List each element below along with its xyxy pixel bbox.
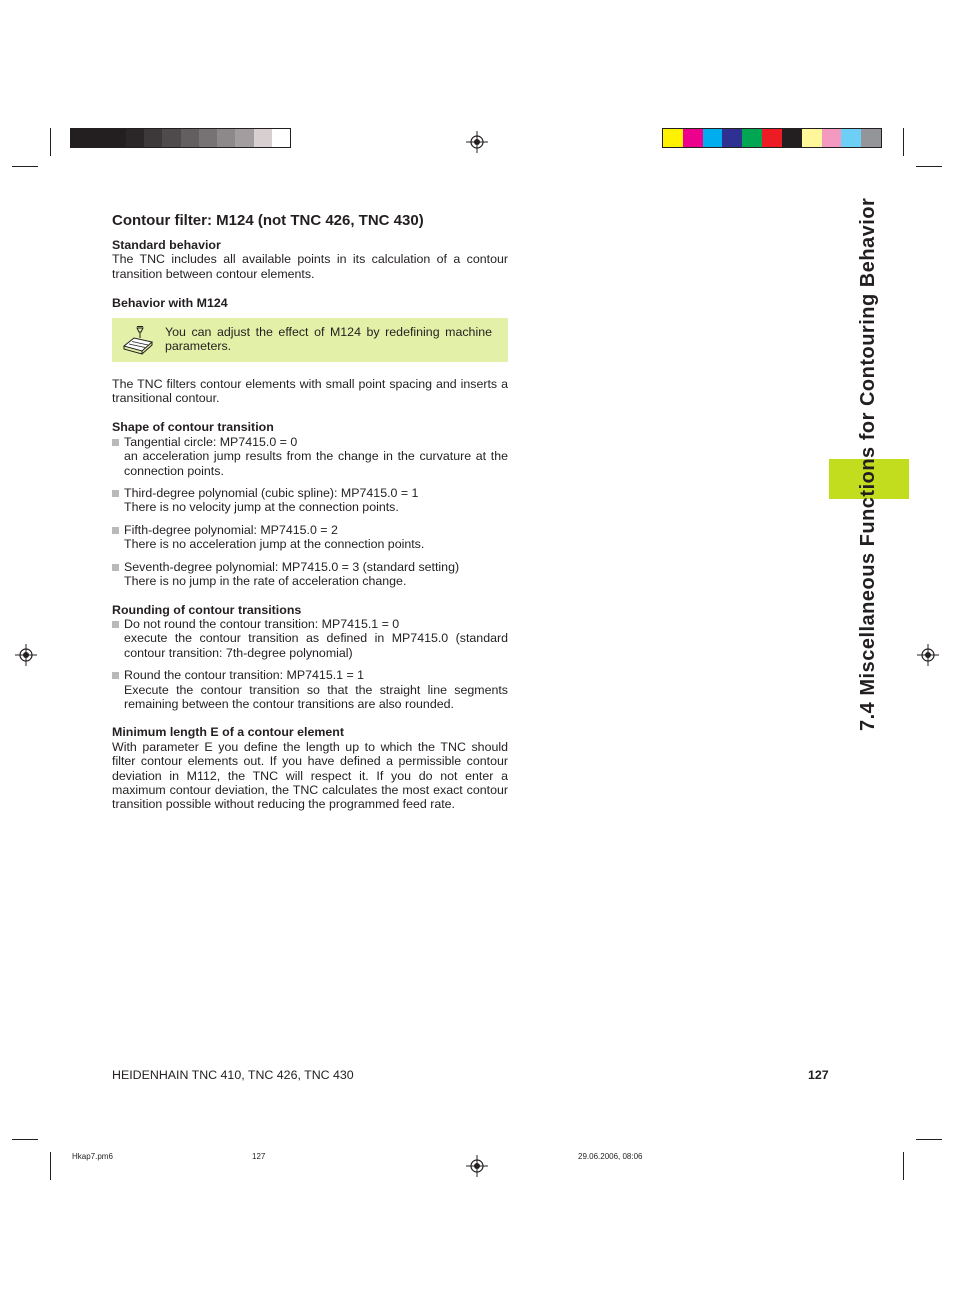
note-box bbox=[112, 318, 508, 362]
color-swatch bbox=[272, 129, 290, 147]
list-item-detail: execute the contour transition as defined in MP7415.0 (standard contour transition: 7th-degree polynomial) bbox=[124, 631, 508, 660]
color-swatch bbox=[235, 129, 253, 147]
color-swatch bbox=[683, 129, 703, 147]
crop-mark bbox=[903, 128, 904, 156]
list-item-main: Fifth-degree polynomial: MP7415.0 = 2 bbox=[124, 522, 338, 537]
list-item-detail: Execute the contour transition so that the straight line segments remaining between the contour transitions are also rounded. bbox=[124, 682, 508, 711]
color-swatch bbox=[861, 129, 881, 147]
list-item-main: Do not round the contour transition: MP7415.1 = 0 bbox=[124, 616, 400, 631]
list-item-main: Round the contour transition: MP7415.1 = 1 bbox=[124, 668, 365, 683]
behavior-m124-text: The TNC filters contour elements with small point spacing and inserts a transitional contour. bbox=[112, 376, 508, 406]
list-item bbox=[112, 486, 508, 515]
color-swatch-bar bbox=[662, 128, 882, 148]
section-title-standard-behavior: Standard behavior bbox=[112, 238, 221, 252]
color-swatch bbox=[199, 129, 217, 147]
crop-mark bbox=[12, 1139, 38, 1140]
bullet-square-icon bbox=[112, 621, 119, 628]
standard-behavior-text: The TNC includes all available points in its calculation of a contour transition between contour elements. bbox=[112, 252, 508, 281]
registration-mark-icon bbox=[466, 1155, 488, 1177]
list-item-detail: There is no jump in the rate of acceleration change. bbox=[124, 574, 407, 589]
crop-mark bbox=[903, 1152, 904, 1180]
color-swatch bbox=[663, 129, 683, 147]
slug-date: 29.06.2006, 08:06 bbox=[578, 1152, 643, 1161]
list-item bbox=[112, 617, 508, 660]
color-swatch bbox=[742, 129, 762, 147]
list-item-detail: an acceleration jump results from the change in the curvature at the connection points. bbox=[124, 449, 508, 478]
note-text: You can adjust the effect of M124 by redefining machine parameters. bbox=[165, 324, 492, 354]
section-title-rounding: Rounding of contour transitions bbox=[112, 602, 302, 617]
section-title-shape: Shape of contour transition bbox=[112, 420, 274, 435]
color-swatch bbox=[181, 129, 199, 147]
color-swatch bbox=[254, 129, 272, 147]
list-item bbox=[112, 560, 508, 589]
color-swatch bbox=[703, 129, 723, 147]
registration-mark-icon bbox=[466, 131, 488, 153]
bullet-square-icon bbox=[112, 490, 119, 497]
color-swatch bbox=[802, 129, 822, 147]
list-item bbox=[112, 435, 508, 478]
color-swatch bbox=[89, 129, 107, 147]
min-length-text: With parameter E you define the length up to which the TNC should filter contour elements out. If you have defined a permissible contour deviation in M112, the TNC will respect it. If you do not enter a maximum contour deviation, the TNC calculates the most exact contour transition possible without reducing the programmed feed rate. bbox=[112, 739, 508, 812]
list-item-detail: There is no velocity jump at the connection points. bbox=[124, 500, 399, 515]
registration-mark-icon bbox=[917, 644, 939, 666]
section-title-min-length: Minimum length E of a contour element bbox=[112, 725, 344, 740]
color-swatch bbox=[782, 129, 802, 147]
slug-file: Hkap7.pm6 bbox=[72, 1152, 113, 1161]
list-item-main: Tangential circle: MP7415.0 = 0 bbox=[124, 434, 298, 449]
color-swatch bbox=[126, 129, 144, 147]
list-item bbox=[112, 523, 508, 552]
color-swatch bbox=[162, 129, 180, 147]
crop-mark bbox=[12, 166, 38, 167]
chapter-side-title: 7.4 Miscellaneous Functions for Contouring Behavior bbox=[857, 197, 879, 731]
gray-swatch-bar bbox=[70, 128, 291, 148]
list-item-main: Seventh-degree polynomial: MP7415.0 = 3 (standard setting) bbox=[124, 559, 460, 574]
bullet-square-icon bbox=[112, 672, 119, 679]
bullet-square-icon bbox=[112, 439, 119, 446]
page-content bbox=[112, 212, 508, 812]
crop-mark bbox=[916, 166, 942, 167]
machine-parameter-icon bbox=[120, 325, 154, 355]
list-item bbox=[112, 668, 508, 711]
bullet-square-icon bbox=[112, 564, 119, 571]
color-swatch bbox=[108, 129, 126, 147]
color-swatch bbox=[722, 129, 742, 147]
crop-mark bbox=[50, 1152, 51, 1180]
page-number: 127 bbox=[808, 1068, 829, 1082]
color-swatch bbox=[762, 129, 782, 147]
crop-mark bbox=[916, 1139, 942, 1140]
color-swatch bbox=[71, 129, 89, 147]
crop-mark bbox=[50, 128, 51, 156]
page-heading: Contour filter: M124 (not TNC 426, TNC 430) bbox=[112, 212, 424, 229]
footer-manual-title: HEIDENHAIN TNC 410, TNC 426, TNC 430 bbox=[112, 1068, 354, 1082]
color-swatch bbox=[841, 129, 861, 147]
color-swatch bbox=[822, 129, 842, 147]
registration-mark-icon bbox=[15, 644, 37, 666]
list-item-detail: There is no acceleration jump at the connection points. bbox=[124, 537, 425, 552]
bullet-square-icon bbox=[112, 527, 119, 534]
color-swatch bbox=[217, 129, 235, 147]
slug-page: 127 bbox=[252, 1152, 266, 1161]
section-title-behavior-m124: Behavior with M124 bbox=[112, 296, 228, 311]
list-item-main: Third-degree polynomial (cubic spline): MP7415.0 = 1 bbox=[124, 486, 419, 501]
color-swatch bbox=[144, 129, 162, 147]
